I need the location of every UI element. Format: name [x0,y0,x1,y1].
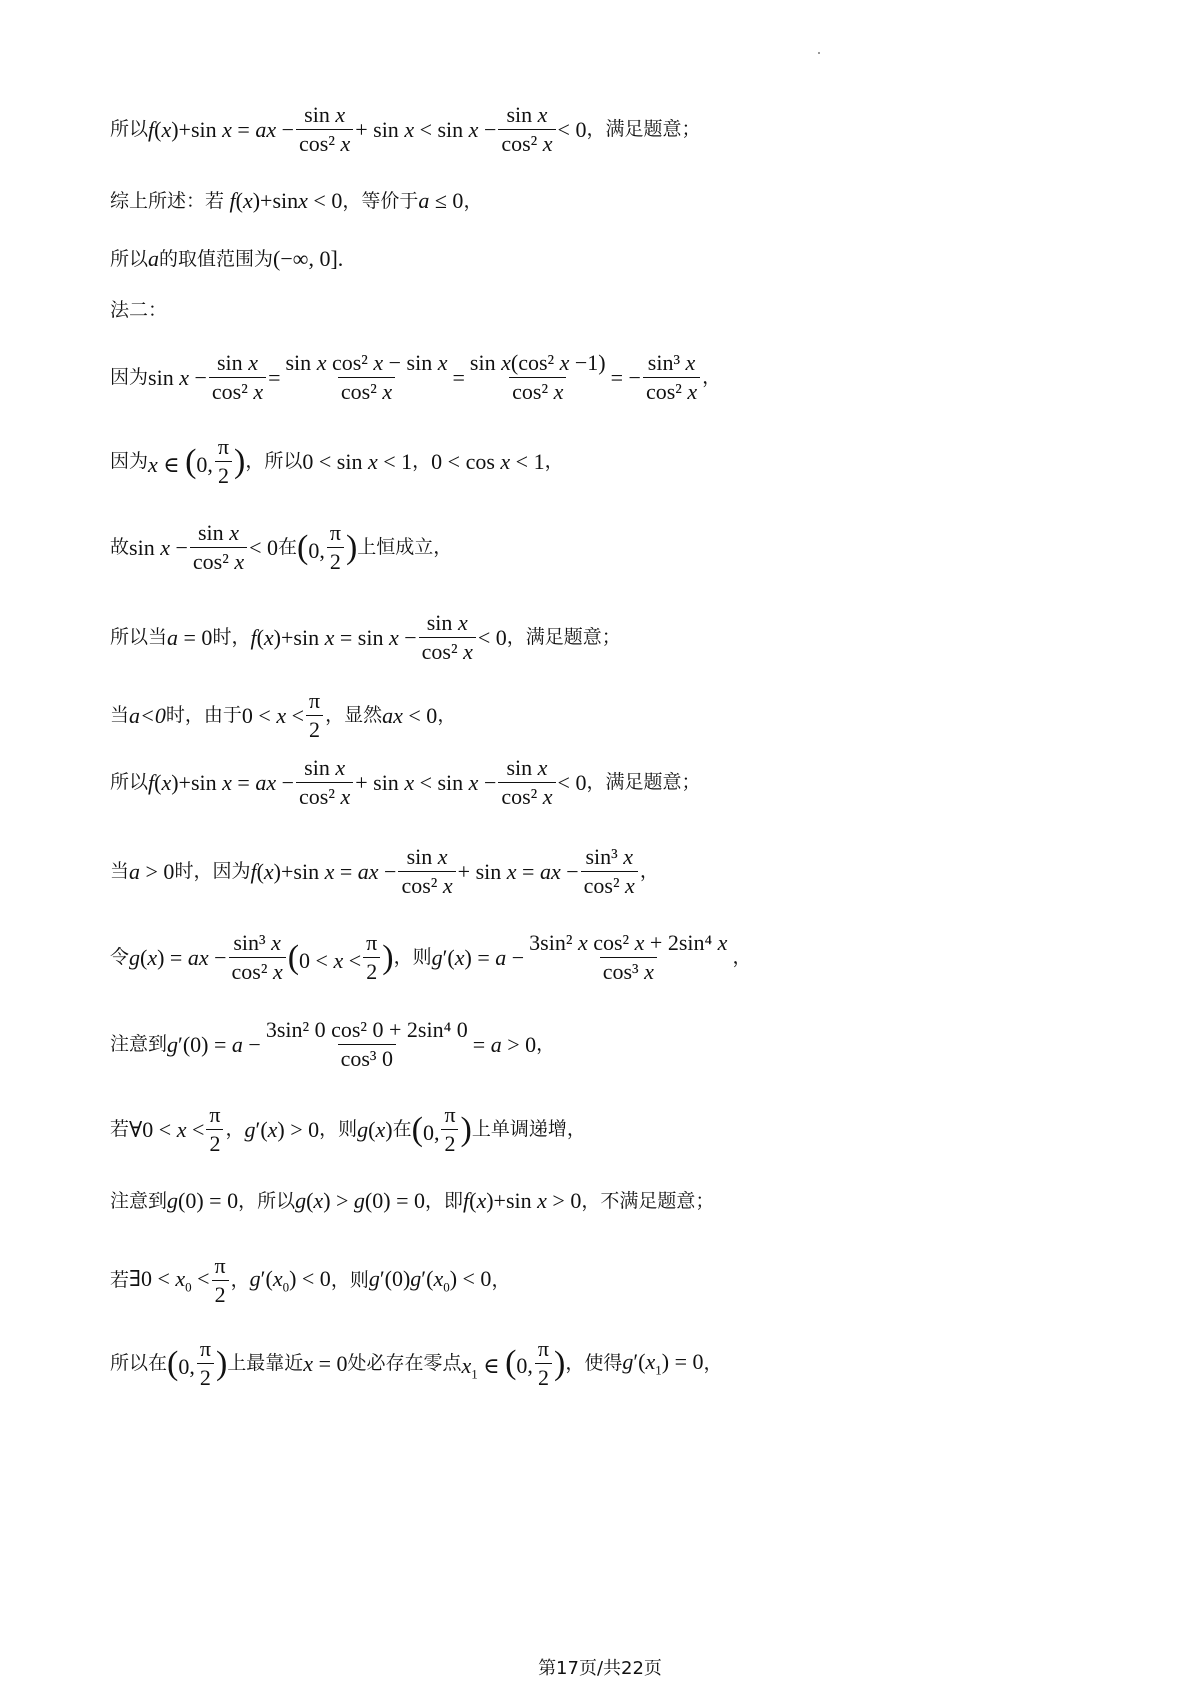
math-expression: sin x − [129,534,188,560]
solution-line-5 [110,352,721,403]
math-expression: 0 < x < [241,702,304,728]
math-expression: (0, [411,1110,440,1148]
math-expression: ax < 0 [382,702,438,728]
text: 若 [110,1118,130,1140]
math-expression: g′(x) > 0 [244,1116,320,1142]
text: 的取值范围为 [159,247,274,270]
text: 令 [110,946,130,968]
math-expression: (0, [167,1344,195,1382]
text: ， [225,1118,245,1140]
math-expression: ) [460,1110,472,1148]
math-expression: (0, [297,528,325,566]
math-expression: = a > 0 [472,1031,537,1057]
math-expression: a = 0 [167,624,213,650]
math-expression: (−∞, 0] [273,246,338,271]
math-expression: ∀0 < x < [129,1116,205,1142]
solution-line-2 [110,190,482,212]
fraction: $\frac{\text{sin³ x}}{\text{cos² x}}$ [643,352,700,403]
text: ，满足题意； [506,626,621,648]
fraction: $\frac{\pi}{2}$ [206,1104,223,1155]
text: 注意到 [110,1033,168,1055]
text: ，则 [319,1118,358,1140]
math-expression: g′(x) = a − [431,944,525,970]
math-expression: a [148,246,160,271]
scan-dot [818,52,820,54]
math-expression: + sin x < sin x − [355,769,497,795]
text: 上恒成立， [357,536,453,558]
text: 当 [110,860,130,882]
math-expression: g(0) = 0 [167,1188,239,1213]
fraction: $\frac{\text{sin x}}{\text{cos² x}}$ [209,352,266,403]
text: ，则 [330,1269,369,1291]
text: 时，由于 [165,704,242,726]
text: ， [463,189,483,212]
fraction: $\frac{\pi}{2}$ [535,1338,552,1389]
text: ， [491,1269,511,1291]
solution-line-10 [110,757,700,808]
text: ， [703,1352,723,1374]
solution-line-13 [110,1019,555,1070]
fraction: $\frac{\text{sin x}}{\text{cos² x}}$ [190,522,247,573]
text: 所以在 [110,1352,168,1374]
math-expression: = [452,364,465,390]
math-expression: a > 0 [129,858,175,884]
text: 所以 [110,771,149,793]
solution-line-6 [110,436,564,487]
text: 所以 [110,247,149,270]
solution-line-17 [110,1338,723,1389]
text: . [337,246,344,271]
math-expression: x = 0 [303,1350,348,1376]
text: ，不满足题意； [581,1189,715,1212]
math-expression: f(x)+sin x = ax − [148,116,295,142]
text: 所以当 [110,626,168,648]
text: ， [639,860,659,882]
text: ， [412,450,432,472]
text: ，所以 [245,450,303,472]
math-expression: < 0 [557,769,587,795]
text: 所以 [110,118,149,140]
fraction: $\frac{\pi}{2}$ [212,1255,229,1306]
text: 上单调递增， [471,1118,586,1140]
math-expression: x ∈ (0, [148,442,213,480]
math-expression: = [268,364,281,390]
math-expression: ∃0 < $x_0$ < [129,1265,210,1295]
math-expression: + sin x = ax − [457,858,579,884]
text: 在 [392,1118,412,1140]
math-expression: 0 < sin x < 1 [302,448,413,474]
fraction: $\frac{\text{3sin² 0 cos² 0 + 2sin⁴ 0}}{\text{cos³ 0}}$ [265,1017,468,1071]
math-expression: g(x) > g(0) = 0 [295,1188,425,1213]
text: ，即 [424,1189,463,1212]
fraction: $\frac{\text{sin x}}{\text{cos² x}}$ [398,846,455,897]
math-expression: a<0 [129,702,166,728]
fraction: $\frac{\text{sin x}}{\text{cos² x}}$ [498,757,555,808]
fraction: $\frac{\pi}{2}$ [441,1104,458,1155]
math-expression: $x_1$ ∈ (0, [461,1344,533,1382]
fraction: $\frac{\text{sin x}}{\text{cos² x}}$ [419,612,476,663]
solution-line-4 [110,301,167,320]
math-expression: $g'(0)g'(x_0) < 0$ [368,1265,492,1295]
solution-line-11 [110,846,659,897]
text: 注意到 [110,1189,168,1212]
math-expression: sin x − [148,364,207,390]
text: ，使得 [565,1352,623,1374]
text: ， [702,366,722,388]
fraction: $\frac{\text{sin x}}{\text{cos² x}}$ [296,104,353,155]
text: ，所以 [238,1189,296,1212]
math-expression: ) [215,1344,228,1382]
math-expression: = − [610,364,641,390]
fraction: $\frac{\text{3sin² x cos² x + 2sin⁴ x}}{\text{cos³ x}}$ [529,930,728,984]
math-expression: < 0 [249,534,278,560]
solution-line-14 [110,1104,586,1155]
text: 在 [278,536,298,558]
math-expression: (0 < x < [287,938,362,976]
solution-line-9 [110,690,456,741]
text: ， [536,1033,556,1055]
text: 故 [110,536,130,558]
math-expression: $g'(x_0) < 0$ [249,1265,331,1295]
text: 当 [110,704,130,726]
math-expression: 0 < cos x < 1 [431,448,545,474]
math-expression: < 0 [477,624,507,650]
math-expression: < 0 [557,116,587,142]
math-expression: f(x)+sin x = sin x − [250,624,417,650]
solution-line-1 [110,104,700,155]
math-expression: ) [554,1344,566,1382]
fraction: $\frac{\pi}{2}$ [197,1338,214,1389]
fraction: $\frac{\text{sin x}}{\text{cos² x}}$ [498,104,555,155]
text: ，等价于 [342,189,419,212]
math-expression: f(x)+sin x = ax − [148,769,295,795]
text: ，满足题意； [586,771,701,793]
math-expression: f(x)+sin x = ax − [250,858,397,884]
text: ，满足题意； [586,118,701,140]
math-expression: f(x)+sin x > 0 [463,1188,582,1213]
math-expression: g′(0) = a − [167,1031,261,1057]
math-expression: a ≤ 0 [418,188,464,213]
text: 综上所述：若 [110,189,225,212]
solution-line-8 [110,612,621,663]
text: ， [544,450,564,472]
text: ，则 [393,946,432,968]
solution-line-7 [110,522,452,573]
text: 若 [110,1269,130,1291]
text: ， [732,946,752,968]
math-expression: f(x)+sinx < 0 [229,188,343,213]
fraction: $\frac{\pi}{2}$ [306,690,323,741]
text: 时， [212,626,251,648]
text: ， [437,704,457,726]
fraction: $\frac{\text{sin x(cos² x −1)}}{\text{cos² x}}$ [469,350,606,404]
text: 上最靠近 [227,1352,304,1374]
math-expression: ) [345,528,358,566]
math-expression: g(x) = ax − [129,944,227,970]
math-expression: ) [234,442,246,480]
fraction: $\frac{\pi}{2}$ [363,932,380,983]
fraction: $\frac{\pi}{2}$ [327,522,344,573]
solution-line-16 [110,1255,510,1306]
text: 时，因为 [174,860,251,882]
text: 因为 [110,450,149,472]
solution-line-15 [110,1190,714,1212]
solution-line-12 [110,932,751,983]
fraction: $\frac{\text{sin x cos² x − sin x}}{\text{cos² x}}$ [285,350,448,404]
math-expression: ) [382,938,394,976]
text: 处必存在零点 [347,1352,462,1374]
solution-line-3 [110,248,343,270]
fraction: $\frac{\text{sin³ x}}{\text{cos² x}}$ [581,846,638,897]
math-expression: + sin x < sin x − [355,116,497,142]
text: ， [230,1269,250,1291]
math-expression: $g'(x_1) = 0$ [622,1348,704,1378]
section-heading: 法二： [110,299,168,321]
text: 因为 [110,366,149,388]
fraction: $\frac{\text{sin x}}{\text{cos² x}}$ [296,757,353,808]
fraction: $\frac{\pi}{2}$ [215,436,232,487]
page-number: 第17页/共22页 [538,1658,662,1679]
text: ，显然 [325,704,383,726]
fraction: $\frac{\text{sin³ x}}{\text{cos² x}}$ [229,932,286,983]
math-expression: g(x) [357,1116,393,1142]
